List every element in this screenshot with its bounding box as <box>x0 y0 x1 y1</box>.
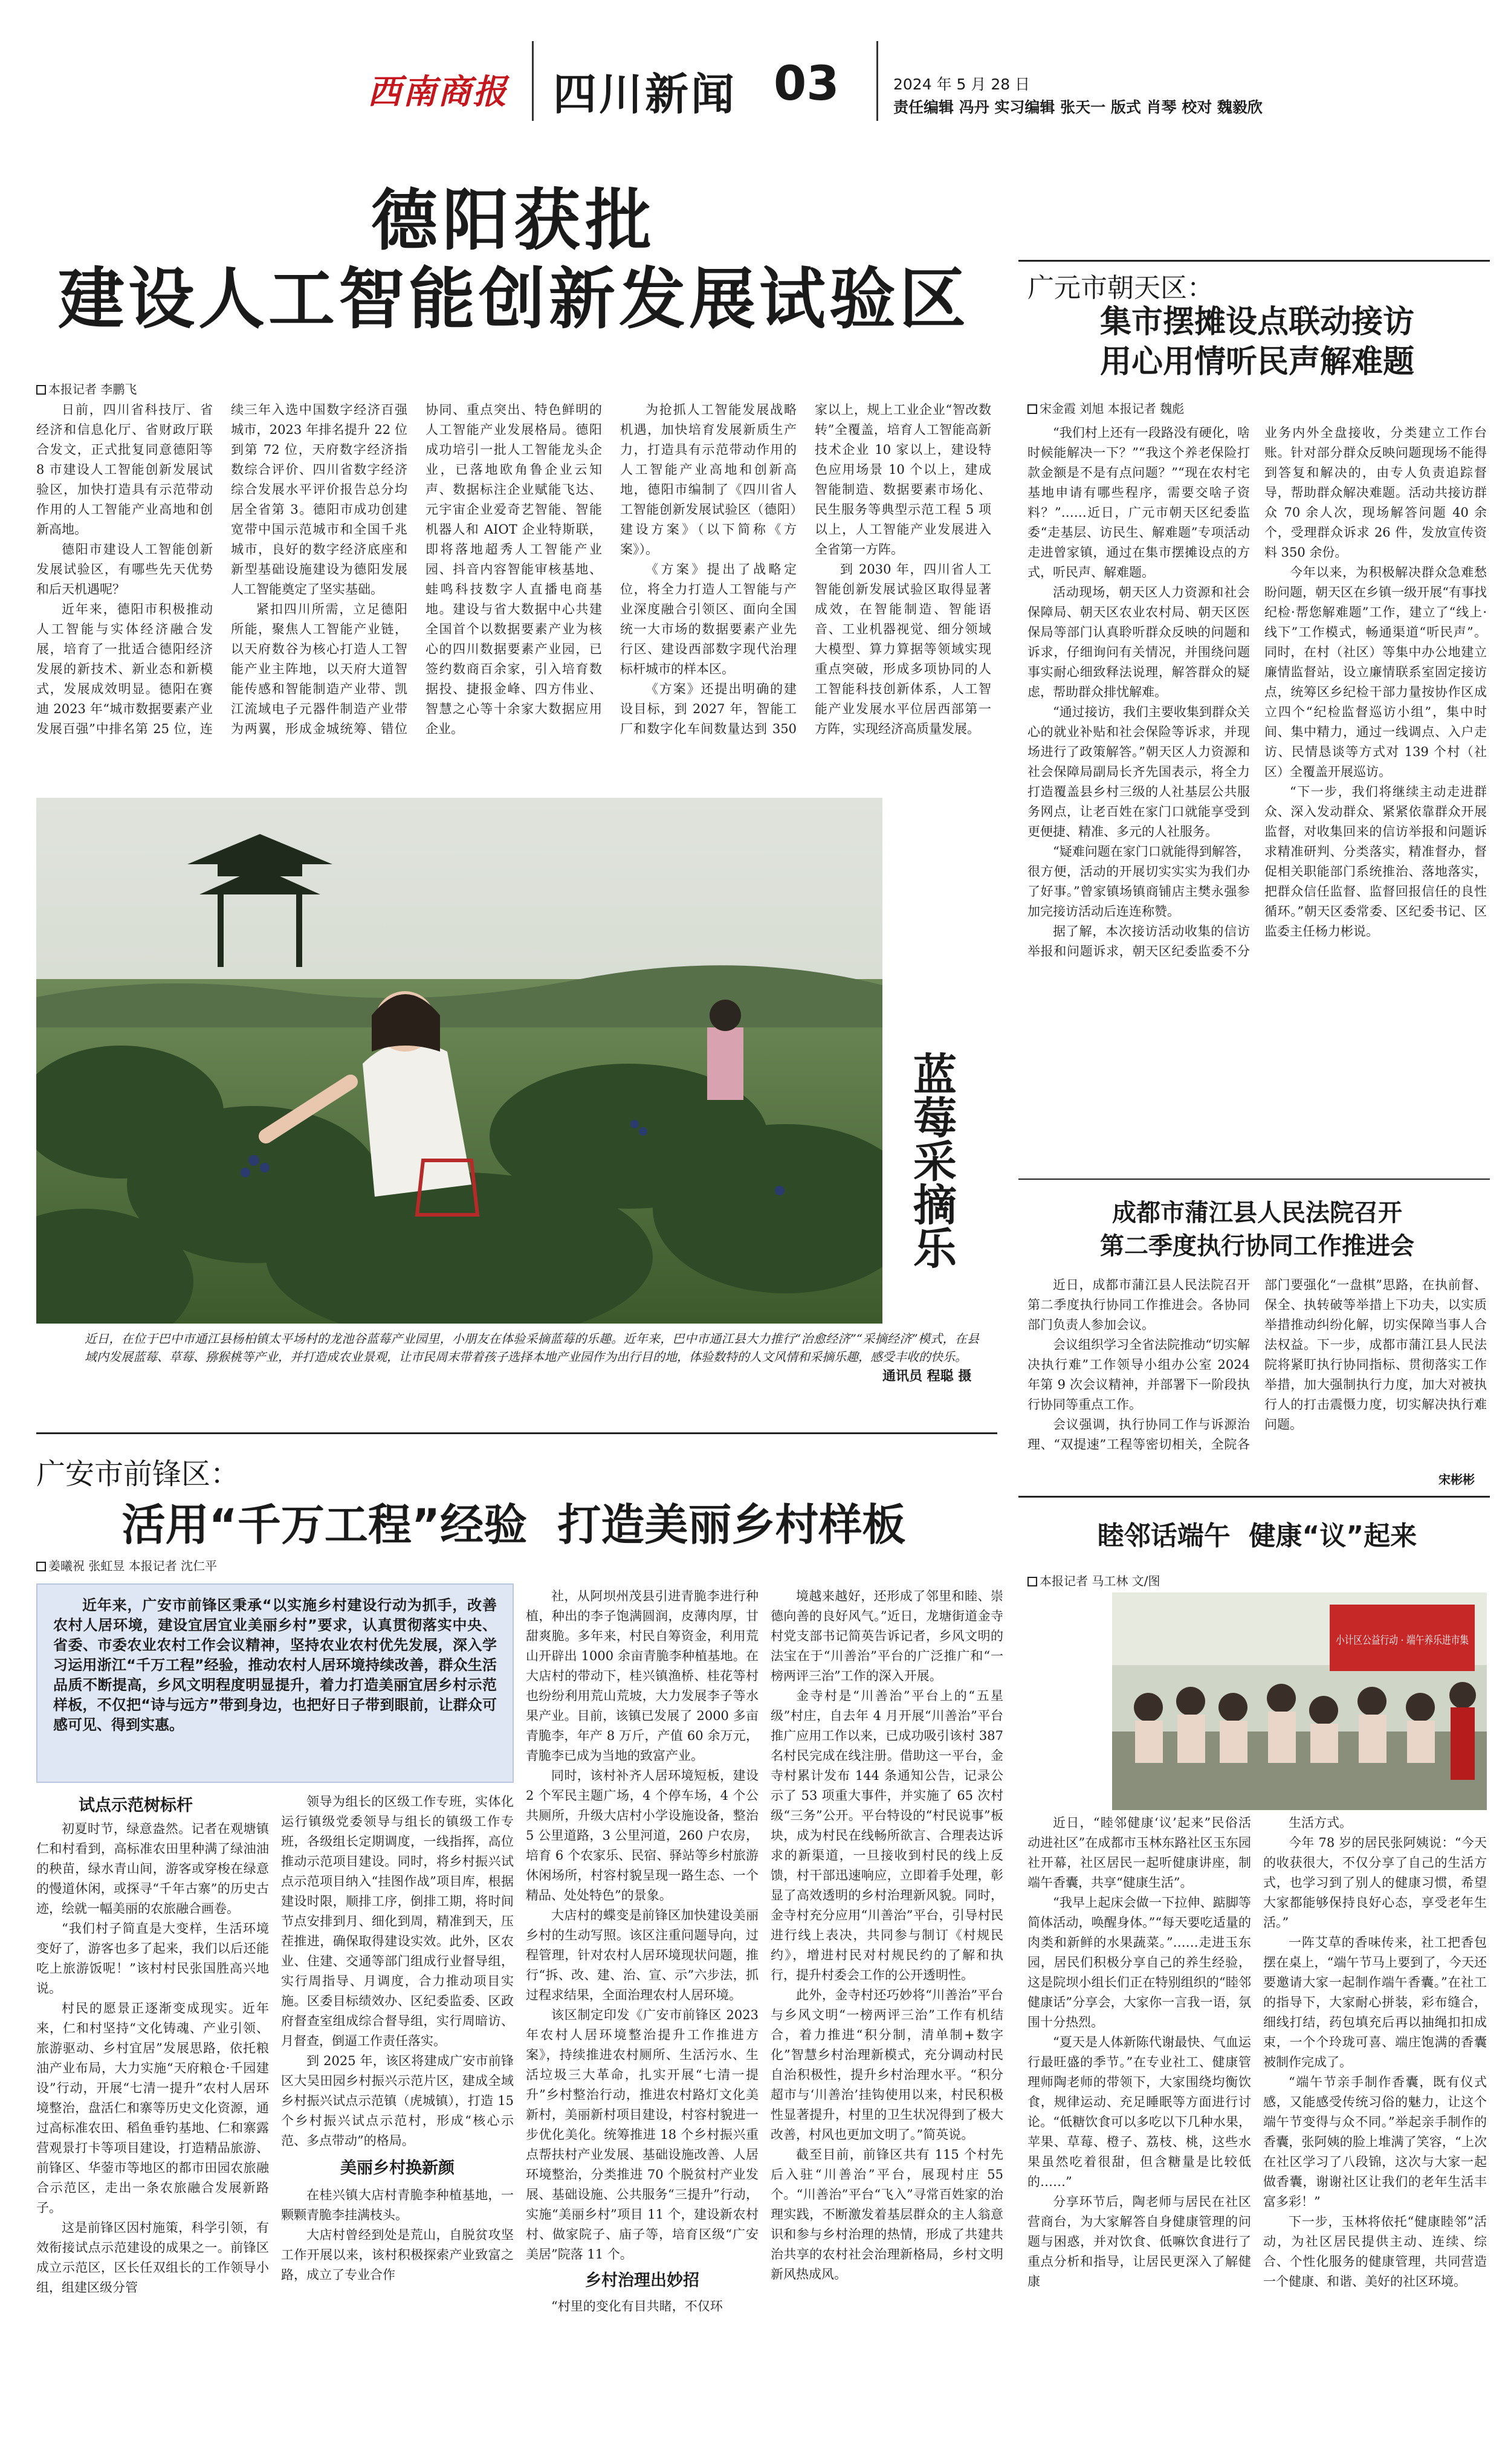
photo-credit: 通讯员 程聪 摄 <box>882 1369 972 1384</box>
guangan-paragraph: 在桂兴镇大店村青脆李种植基地，一颗颗青脆李挂满枝头。 <box>281 2188 514 2222</box>
guangan-paragraph: “我们村子简直是大变样，生活环境变好了，游客也多了起来，我们以后还能吃上旅游饭呢！”该村村民张国胜高兴地说。 <box>36 1921 269 1996</box>
guangan-paragraph: 该区制定印发《广安市前锋区 2023 年农村人居环境整治提升工作推进方案》，持续推进农村厕所、生活污水、生活垃圾三大革命，扎实开展“七清一提升”乡村整治行动，推进农村路灯文化美新村，美丽新村项目建设，村容村貌进一步优化美化。统筹推进 18 个乡村振兴重点帮扶村产业发展、基础设施改善、人居环境整治，分类推进 70 个脱贫村产业发展、基础设施、公共服务“三提升”行动，实施“美丽乡村”项目 11 个，建设新农村村、做家院子、庙子等，培育区级“广安美居”院落 11 个。 <box>526 2008 759 2262</box>
photo-title: 蓝莓采摘乐 <box>906 1052 957 1269</box>
guangan-paragraph: 此外，金寺村还巧妙将“川善治”平台与乡风文明“一榜两评三治”工作有机结合，着力推进“积分制，清单制+数字化”智慧乡村治理新模式，充分调动村民自治积极性，提升乡村治理水平。“积分超市与‘川善治’挂钩使用以来，村民积极性显著提升，村里的卫生状况得到了极大改善，村风也更加文明了。”简英说。 <box>771 1988 1003 2142</box>
photo-caption-text: 近日，在位于巴中市通江县杨柏镇太平场村的龙池谷蓝莓产业园里，小朋友在体验采摘蓝莓的乐趣。近年来，巴中市通江县大力推行“治愈经济”“采摘经济”模式，在县域内发展蓝莓、草莓、猕猴桃等产业，并打造成农业景观，让市民周末带着孩子选择本地产业园作为出行目的地，体验数特的人文风情和采摘乐趣，感受丰收的快乐。 <box>85 1331 979 1364</box>
guangan-col-3 <box>526 1586 759 2451</box>
issue-date: 2024 年 5 月 28 日 <box>893 76 1031 93</box>
lead-title-2: 建设人工智能创新发展试验区 <box>58 260 969 338</box>
guangan-title: 活用“千万工程”经验 打造美丽乡村样板 <box>121 1499 906 1550</box>
guangan-intro-box <box>36 1583 514 1783</box>
guangan-kicker: 广安市前锋区： <box>36 1457 240 1491</box>
guangan-subhead-1: 试点示范树标杆 <box>79 1796 193 1815</box>
section-name: 四川新闻 <box>553 68 737 120</box>
guangan-paragraph: 大店村曾经到处是荒山，自脱贫攻坚工作开展以来，该村积极探索产业致富之路，成立了专业合作 <box>281 2228 514 2282</box>
guangyuan-paragraph: “下一步，我们将继续主动走进群众、深入发动群众、紧紧依靠群众开展监督，对收集回来的信访举报和问题诉求精准研判、分类落实，精准督办，督促相关职能部门系统推治、落地落实，把群众信任监督、监督回报信任的良性循环。”朝天区委常委、区纪委书记、区监委主任杨力彬说。 <box>1264 784 1487 939</box>
guangyuan-byline-text: 宋金霞 刘旭 本报记者 魏彪 <box>1040 401 1185 416</box>
duanwu-paragraph: 一阵艾草的香味传来，社工把香包摆在桌上，“端午节马上要到了，今天还要邀请大家一起制作端午香囊。”在社工的指导下，大家耐心拼装，彩布缝合，细线打结，药包填充后再以抽绳扣扣成束，一个个玲珑可喜、端庄饱满的香囊被制作完成了。 <box>1263 1935 1487 2069</box>
guangan-byline <box>36 1556 217 1574</box>
lead-paragraph: 德阳市建设人工智能创新发展试验区，有哪些先天优势和后天机遇呢？ <box>36 542 213 597</box>
duanwu-byline <box>1027 1571 1160 1589</box>
guangan-paragraph: 领导为组长的区级工作专班，实体化运行镇级党委领导与组长的镇级工作专班，各级组长定期调度，一线指挥，高位推动示范项目建设。同时，将乡村振兴试点示范项目纳入“挂图作战”项目库，根据建设时限，顺排工序，倒排工期，将时间节点安排到月、细化到周，精准到天，压茬推进，确保取得建设实效。此外，区农业、住建、交通等部门组成行业督导组，实行周指导、月调度，合力推动项目实施。区委目标绩效办、区纪委监委、区政府督查室组成综合督导组，实行周暗访、月督查，倒逼工作责任落实。 <box>281 1794 514 2048</box>
guangan-paragraph: 截至目前，前锋区共有 115 个村先后入驻“川善治”平台，展现村庄 55 个。“川善治”平台“飞入”寻常百姓家的治理实践，不断激发着基层群众的主人翁意识和参与乡村治理的热情，形成了共建共治共享的农村社会治理新格局，乡村文明新风热成风。 <box>771 2147 1003 2281</box>
pujiang-title-1: 成都市蒲江县人民法院召开 <box>1112 1199 1402 1227</box>
blueberry-photo-feature <box>36 798 991 1409</box>
masthead <box>0 0 1511 124</box>
masthead-divider-2 <box>876 41 878 121</box>
duanwu-photo <box>1112 1593 1487 1810</box>
lead-paragraph: 近年来，德阳市积极推动人工智能与实体经济融合发展，培育了一批适合德阳经济发展的新技术、新业态和新模式，发展成效明显。德阳在赛迪 2023 年“城市数据要素产业发展百强”中排名第 25 位，连续三年入选中国数字经济百强城市，2023 年排名提升 22 位到第 72 位，天府数字经济指数综合评价、四川省数字经济综合发展水平评价报告总分均居全省第 3。德阳市成功创建宽带中国示范城市和全国千兆城市，良好的数字经济底座和新型基础设施建设为德阳发展人工智能奠定了坚实基础。 <box>36 403 407 736</box>
guangan-paragraph: 村民的愿景正逐渐变成现实。近年来，仁和村坚持“文化铸魂、产业引领、旅游驱动、乡村宜居”发展思路，依托粮油产业布局，大力实施“天府粮仓·千园建设”行动，开展“七清一提升”农村人居环境整治，盘活仁和寨等历史文化资源，通过高标准农田、稻鱼垂钓基地、仁和寨露营观景打卡等项目建设，打造精品旅游、前锋区、华蓥市等地区的都市田园农旅融合示范区，走出一条农旅融合发展新路子。 <box>36 2001 269 2215</box>
duanwu-paragraph: 下一步，玉林将依托“健康睦邻”活动，为社区居民提供主动、连续、综合、个性化服务的健康管理，共同营造一个健康、和谐、美好的社区环境。 <box>1263 2214 1487 2289</box>
guangan-paragraph: 境越来越好，还形成了邻里和睦、崇德向善的良好风气。”近日，龙塘街道金寺村党支部书记简英告诉记者，乡风文明的法宝在于“川善治”平台的广泛推广和“一榜两评三治”工作的深入开展。 <box>771 1589 1003 1683</box>
lead-title-1: 德阳获批 <box>371 182 656 259</box>
blueberry-photo <box>36 798 882 1324</box>
byline-box-icon <box>36 1562 46 1571</box>
lead-paragraph: 《方案》还提出明确的建设目标，到 2027 年，智能工厂和数字化车间数量达到 350 家以上，规上工业企业“智改数转”全覆盖，培育人工智能高新技术企业 10 家以上，建设特色应用场景 10 个以上，建成智能制造、数据要素市场化、民生服务等典型示范工程 5 项以上，人工智能产业发展进入全省第一方阵。 <box>620 403 991 736</box>
lead-headline <box>36 181 991 338</box>
page-number: 03 <box>774 57 840 111</box>
duanwu-title: 睦邻话端午 健康“议”起来 <box>1097 1521 1417 1551</box>
byline-box-icon <box>36 385 46 395</box>
pujiang-rule <box>1018 1179 1490 1180</box>
guangan-paragraph: 到 2025 年，该区将建成广安市前锋区大吴田园乡村振兴示范片区，建成全域乡村振兴试点示范镇（虎城镇），打造 15 个乡村振兴试点示范村，形成“核心示范、多点带动”的格局。 <box>281 2054 514 2148</box>
guangyuan-paragraph: “我们村上还有一段路没有硬化，啥时候能解决一下？”“我这个养老保险打款金额是不是有点问题？”“现在农村宅基地申请有哪些程序，需要交啥子资料？”……近日，广元市朝天区纪委监委“走基层、访民生、解难题”专项活动走进曾家镇，通过在集市摆摊设点的方式，听民声、解难题。 <box>1027 425 1250 580</box>
guangyuan-body <box>1027 423 1487 1166</box>
guangan-paragraph: 金寺村是“川善治”平台上的“五星级”村庄，自去年 4 月开展“川善治”平台推广应用工作以来，已成功吸引该村 387 名村民完成在线注册。借助这一平台，金寺村累计发布 144 条通知公告，记录公示了 53 项重大事件，并实施了 65 次村级“三务”公开。平台特设的“村民说事”板块，成为村民在线畅所欲言、合理表达诉求的新渠道，一旦接收到村民的线上反馈，村干部迅速响应，立即着手处理，彰显了高效透明的乡村治理新风貌。同时，金寺村充分应用“川善治”平台，引导村民进行线上表决，共同参与制订《村规民约》，增进村民对村规民约的了解和执行，提升村委会工作的公开透明性。 <box>771 1689 1003 1982</box>
duanwu-photo-banner: 小计区公益行动 · 端午养乐进市集 <box>1336 1634 1469 1647</box>
duanwu-paragraph: “夏天是人体新陈代谢最快、气血运行最旺盛的季节。”在专业社工、健康管理师陶老师的带领下，大家围绕均衡饮食，规律运动、充足睡眠等方面进行讨论。“低糖饮食可以多吃以下几种水果，苹果、草莓、橙子、荔枝、桃，这些水果虽然吃着很甜，但含糖量是比较低的……” <box>1027 2035 1251 2189</box>
guangyuan-paragraph: “疑难问题在家门口就能得到解答，很方便，活动的开展切实实实为我们办了好事。”曾家镇场镇商铺店主樊永强参加完接访活动后连连称赞。 <box>1027 844 1250 919</box>
guangyuan-title-1: 集市摆摊设点联动接访 <box>1099 304 1414 340</box>
pujiang-body <box>1027 1275 1487 1469</box>
guangan-rule <box>36 1432 997 1434</box>
guangan-col-4 <box>771 1586 1003 2451</box>
guangan-paragraph: 初夏时节，绿意盎然。记者在观塘镇仁和村看到，高标准农田里种满了绿油油的秧苗，绿水青山间，游客或穿梭在绿意的慢道休闲，或探寻“千年古寨”的历史古迹，绘就一幅美丽的农旅融合画卷。 <box>36 1822 269 1916</box>
guangan-paragraph: 同时，该村补齐人居环境短板，建设 2 个军民主题广场，4 个停车场，4 个公共厕所，升级大店村小学设施设备，整治 5 公里道路，3 公里河道，260 户农房，培育 6 个农家乐、民宿、驿站等乡村旅游休闲场所，村容村貌呈现一路生态、一个精品、处处特色”的景象。 <box>526 1768 759 1903</box>
guangan-subhead-3: 乡村治理出妙招 <box>585 2271 699 2290</box>
lead-paragraph: 《方案》提出了战略定位，将全力打造人工智能与产业深度融合引领区、面向全国统一大市场的数据要素产业先行区、建设西部数字现代治理标杆城市的样本区。 <box>620 562 797 676</box>
guangan-paragraph: “村里的变化有目共睹，不仅环 <box>551 2299 723 2314</box>
guangyuan-paragraph: 据了解，本次接访活动收集的信访举报和问题诉求，朝天区纪委监委不分业务内外全盘接收，分类建立工作台账。针对部分群众反映问题现场不能得到答复和解决的，由专人负责追踪督导，帮助群众解决难题。活动共接访群众 70 余人次，现场解答问题 40 余个，受理群众诉求 26 件，发放宣传资料 350 余份。 <box>1027 425 1487 959</box>
duanwu-byline-text: 本报记者 马工林 文/图 <box>1040 1574 1160 1588</box>
lead-paragraph: 紧扣四川所需，立足德阳所能，聚焦人工智能产业链，以天府数谷为核心打造人工智能产业主阵地，以天府大道智能传感和智能制造产业带、凯江流域电子元器件制造产业带为两翼，形成金城统筹、错位协同、重点突出、特色鲜明的人工智能产业发展格局。德阳成功培引一批人工智能龙头企业，已落地欧角鲁企业云知声、数据标注企业赋能飞达、元宇宙企业爱奇艺智能、智能机器人和 AIOT 企业特斯联，即将落地超秀人工智能产业园、抖音内容智能审核基地、蛙鸣科技数字人直播电商基地。建设与省大数据中心共建全国首个以数据要素产业为核心的四川数据要素产业园，已签约数商百余家，引入培育数据投、捷报金峰、四方伟业、智慧之心等十余家大数据应用企业。 <box>231 403 602 736</box>
duanwu-paragraph: 近日，“睦邻健康‘议’起来”民俗活动进社区”在成都市玉林东路社区玉东园社开幕，社区居民一起听健康讲座，制端午香囊，共享“健康生活”。 <box>1027 1816 1251 1890</box>
byline-box-icon <box>1027 1577 1037 1586</box>
guangyuan-byline <box>1027 399 1184 416</box>
duanwu-paragraph: “我早上起床会做一下拉伸、踮脚等简体活动，唤醒身体。”“每天要吃适量的肉类和新鲜的水果蔬菜。”……走进玉东园，居民们积极分享自己的养生经验，这是院坝小组长们正在特别组织的“睦邻健康话”分享会，大家你一言我一语，氛围十分热烈。 <box>1027 1895 1251 2029</box>
right-column-rule <box>1018 260 1490 262</box>
guangan-paragraph: 这是前锋区因村施策，科学引领，有效衔接试点示范建设的成果之一。前锋区成立示范区，区长任双组长的工作领导小组，组建区级分管 <box>36 2220 269 2295</box>
duanwu-paragraph: “端午节亲手制作香囊，既有仪式感，又能感受传统习俗的魅力，让这个端午节变得与众不同。”举起亲手制作的香囊，张阿姨的脸上堆满了笑容，“上次在社区学习了八段锦，这次与大家一起做香囊，谢谢社区让我们的老年生活丰富多彩！” <box>1263 2075 1487 2209</box>
duanwu-paragraph: 今年 78 岁的居民张阿姨说：“今天的收获很大，不仅分享了自己的生活方式，也学习到了别人的健康习惯，希望大家都能够保持良好心态，享受老年生活。” <box>1263 1835 1487 1930</box>
lead-byline-text: 本报记者 李鹏飞 <box>48 382 137 396</box>
guangan-col-1 <box>36 1819 269 2451</box>
guangyuan-paragraph: 今年以来，为积极解决群众急难愁盼问题，朝天区在乡镇一级开展“有事找纪检·帮您解难题”工作，建立了“线上·线下”工作模式，畅通渠道“听民声”。同时，在村（社区）等集中办公地建立廉情监督站，设立廉情联系室固定接访点，统筹区乡纪检干部力量按协作区成立四个“纪检监督巡访小组”，集中时间、集中精力，通过一线调点、入户走访、民情恳谈等方式对 139 个村（社区）全覆盖开展巡访。 <box>1264 565 1487 779</box>
duanwu-paragraph: 生活方式。 <box>1289 1816 1352 1830</box>
byline-box-icon <box>1027 404 1037 414</box>
guangan-paragraph: 社，从阿坝州茂县引进青脆李进行种植，种出的李子饱满圆润，皮薄肉厚，甘甜爽脆。多年来，村民自筹资金，利用荒山开辟出 1000 余亩青脆李种植基地。在大店村的带动下，桂兴镇渔桥、桂花等村也纷纷利用荒山荒坡，大力发展李子等水果产业。目前，该镇已发展了 2000 多亩青脆李，年产 8 万斤，产值 60 余万元，青脆李已成为当地的致富产业。 <box>526 1589 759 1763</box>
paper-logo: 西南商报 <box>367 72 508 112</box>
lead-paragraph: 日前，四川省科技厅、省经济和信息化厅、省财政厅联合发文，正式批复同意德阳等 8 市建设人工智能创新发展试验区，加快打造具有示范带动作用的人工智能产业高地和创新高地。 <box>36 403 213 537</box>
lead-byline <box>36 380 137 397</box>
duanwu-paragraph: 分享环节后，陶老师与居民在社区营商台，为大家解答自身健康管理的问题与困惑，并对饮食、低嘛饮食进行了重点分析和指导，让居民更深入了解健康 <box>1027 2194 1251 2289</box>
photo-title-panel <box>882 1040 991 1324</box>
duanwu-rule <box>1018 1496 1490 1498</box>
guangan-byline-text: 姜曦祝 张虹昱 本报记者 沈仁平 <box>48 1559 218 1573</box>
photo-caption <box>85 1330 979 1384</box>
lead-paragraph: 为抢抓人工智能发展战略机遇，加快培育发展新质生产力，打造具有示范带动作用的人工智能产业高地和创新高地，德阳市编制了《四川省人工智能创新发展试验区（德阳）建设方案》（以下简称《方案》）。 <box>620 403 797 557</box>
pujiang-paragraph: 近日，成都市蒲江县人民法院召开第二季度执行协同工作推进会。各协同部门负责人参加会议。 <box>1027 1278 1250 1332</box>
duanwu-col-1 <box>1027 1813 1251 2454</box>
guangyuan-title-2: 用心用情听民声解难题 <box>1099 344 1414 380</box>
lead-body <box>36 400 991 787</box>
pujiang-author: 宋彬彬 <box>1438 1472 1475 1487</box>
lead-paragraph: 到 2030 年，四川省人工智能创新发展试验区取得显著成效，在智能制造、智能语音、工业机器视觉、细分领域大模型、算力算据等领域实现重点突破，形成多项协同的人工智能科技创新体系，人工智能产业发展水平位居西部第一方阵，实现经济高质量发展。 <box>815 562 991 736</box>
duanwu-col-2 <box>1263 1813 1487 2454</box>
pujiang-paragraph: 会议强调，执行协同工作与诉源治理、“双提速”工程等密切相关，全院各部门要强化“一盘棋”思路，在执前督、保全、执转破等举措上下功夫，以实质举措推动纠纷化解，切实保障当事人合法权益。下一步，成都市蒲江县人民法院将紧盯执行协同指标、贯彻落实工作举措，加大强制执行力度，加大对被执行人的打击震慑力度，切实解决执行难问题。 <box>1027 1278 1487 1452</box>
pujiang-paragraph: 会议组织学习全省法院推动“切实解决执行难”工作领导小组办公室 2024 年第 9 次会议精神，并部署下一阶段执行协同等重点工作。 <box>1027 1337 1250 1412</box>
guangan-col-2 <box>281 1792 514 2451</box>
masthead-divider <box>532 41 534 121</box>
guangyuan-paragraph: “通过接访，我们主要收集到群众关心的就业补贴和社会保险等诉求，并现场进行了政策解答。”朝天区人力资源和社会保障局副局长齐先国表示，将全力打造覆盖县乡村三级的人社基层公共服务网点，让老百姓在家门口就能享受到更便捷、精准、多元的人社服务。 <box>1027 705 1250 839</box>
guangyuan-kicker: 广元市朝天区： <box>1027 273 1214 303</box>
pujiang-title-2: 第二季度执行协同工作推进会 <box>1100 1232 1414 1260</box>
guangyuan-paragraph: 活动现场，朝天区人力资源和社会保障局、朝天区农业农村局、朝天区医保局等部门认真聆听群众反映的问题和诉求，仔细询问有关情况，并围绕问题事实耐心细致释法说理，解答群众的疑虑，帮助群众排忧解难。 <box>1027 585 1250 699</box>
guangan-intro: 近年来，广安市前锋区秉承“以实施乡村建设行动为抓手，改善农村人居环境，建设宜居宜业美丽乡村”要求，认真贯彻落实中央、省委、市委农业农村工作会议精神，坚持农业农村优先发展，深入学习运用浙江“千万工程”经验，推动农村人居环境持续改善，群众生活品质不断提高，乡风文明程度明显提升，着力打造美丽宜居乡村示范样板，不仅把“诗与远方”带到身边，也把好日子带到眼前，让群众可感可见、得到实惠。 <box>53 1597 497 1733</box>
editors-line: 责任编辑 冯丹 实习编辑 张天一 版式 肖琴 校对 魏毅欣 <box>893 99 1263 116</box>
guangan-subhead-2: 美丽乡村换新颜 <box>340 2159 455 2178</box>
guangan-paragraph: 大店村的蝶变是前锋区加快建设美丽乡村的生动写照。该区注重问题导向，过程管理，针对农村人居环境现状问题，推行“拆、改、建、治、宣、示”六步法，抓过程求结果，全面治理农村人居环境。 <box>526 1908 759 2002</box>
